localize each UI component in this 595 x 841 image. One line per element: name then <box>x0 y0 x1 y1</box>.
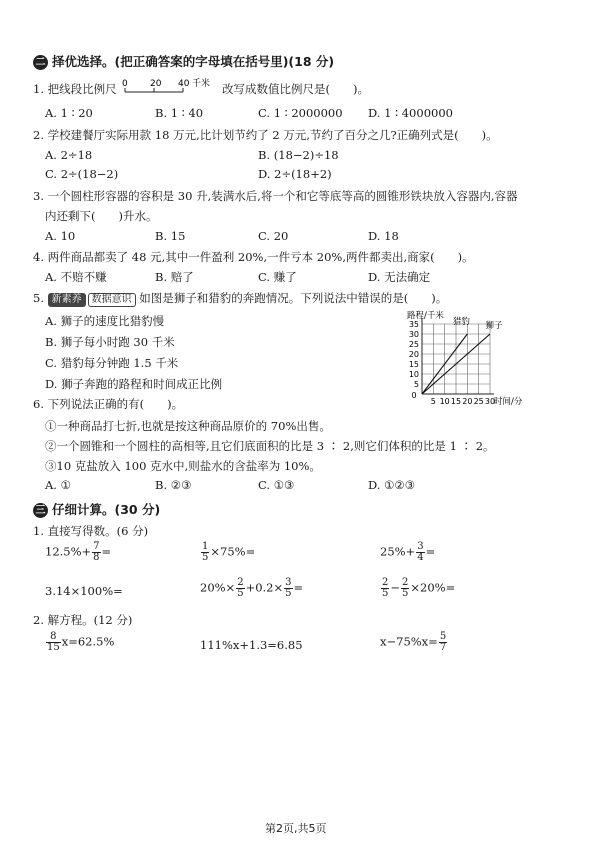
chart-x-tick-label: 5 <box>430 397 436 406</box>
q4-option-c[interactable]: C. 赚了 <box>258 270 297 284</box>
q2-option-b[interactable]: B. (18−2)÷18 <box>258 148 339 162</box>
q6-option-c[interactable]: C. ①③ <box>258 478 295 492</box>
chart-y-axis-label: 路程/千米 <box>407 311 444 321</box>
chart-y-tick-label: 15 <box>408 360 419 369</box>
page-footer: 第2页,共5页 <box>265 822 327 835</box>
fraction: $\frac{7}{8}$ <box>93 541 100 563</box>
q6-option-a[interactable]: A. ① <box>45 478 71 492</box>
calc1-r2c2: 20%× $\frac{2}{5}$ +0.2× $\frac{3}{5}$ = <box>200 577 304 599</box>
q1-option-b[interactable]: B. 1 ∶ 40 <box>155 106 204 120</box>
q1-prefix: 1. 把线段比例尺 <box>33 82 117 96</box>
q3-option-d[interactable]: D. 18 <box>368 229 399 243</box>
q5-option-c[interactable]: C. 猎豹每分钟跑 1.5 千米 <box>45 356 179 370</box>
fraction: $\frac{2}{5}$ <box>237 577 244 599</box>
calc1-r1c2: $\frac{1}{5}$ ×75%= <box>202 541 256 563</box>
calc2-equation-2: 111%x+1.3=6.85 <box>200 638 303 652</box>
calc1-r1c1: 12.5%+ $\frac{7}{8}$ = <box>45 541 112 563</box>
q5-speed-chart <box>395 308 545 418</box>
chart-x-tick-label: 30 <box>484 397 496 406</box>
q3-option-a[interactable]: A. 10 <box>45 229 76 243</box>
q1-suffix: 改写成数值比例尺是( )。 <box>222 82 369 96</box>
q2-option-a[interactable]: A. 2÷18 <box>45 148 93 162</box>
q1-scale-tick-40: 40 <box>178 79 190 89</box>
q1-option-a[interactable]: A. 1 ∶ 20 <box>45 106 93 120</box>
chart-y-tick-label: 35 <box>408 320 419 329</box>
chart-x-tick-label: 0 <box>411 391 417 400</box>
calc1-r2c1: 3.14×100%= <box>45 584 123 598</box>
q5-option-b[interactable]: B. 狮子每小时跑 30 千米 <box>45 335 175 349</box>
chart-x-axis-label: 时间/分 <box>494 397 523 407</box>
q6-option-b[interactable]: B. ②③ <box>155 478 192 492</box>
section-2-header <box>33 52 334 70</box>
q1-scale-tick-20: 20 <box>150 79 162 89</box>
q5-header <box>33 290 447 307</box>
chart-series-label: 狮子 <box>485 321 503 331</box>
fraction: $\frac{5}{7}$ <box>439 631 447 653</box>
chart-x-tick-label: 10 <box>439 397 450 406</box>
q1-scale-unit: 千米 <box>192 79 211 89</box>
section-2-title: 择优选择。(把正确答案的字母填在括号里)(18 分) <box>52 54 335 69</box>
q4-text: 4. 两件商品都卖了 48 元,其中一件盈利 20%,一件亏本 20%,两件都卖出,商家( )。 <box>33 250 474 264</box>
q1-option-c[interactable]: C. 1 ∶ 2000000 <box>258 106 343 120</box>
q2-option-d[interactable]: D. 2÷(18+2) <box>258 167 332 181</box>
q6-statement-2: ②一个圆锥和一个圆柱的高相等,且它们底面积的比是 3 ∶ 2,则它们体积的比是 1 ∶ 2。 <box>45 439 495 453</box>
q5-text: 如图是狮子和猎豹的奔跑情况。下列说法中错误的是( )。 <box>139 291 448 305</box>
chart-x-tick-label: 20 <box>462 397 473 406</box>
chart-y-tick-label: 20 <box>408 350 419 359</box>
calc2-equation-1: $\frac{8}{15}$ x=62.5% <box>47 631 115 653</box>
chart-series-label: 猎豹 <box>452 317 470 327</box>
chart-x-tick-label: 15 <box>450 397 462 406</box>
section-2-badge: 二 <box>33 55 48 70</box>
fraction: $\frac{1}{5}$ <box>202 541 209 563</box>
fraction: $\frac{3}{4}$ <box>417 541 424 563</box>
q6-statement-3: ③10 克盐放入 100 克水中,则盐水的含盐率为 10%。 <box>45 459 321 473</box>
q2-text: 2. 学校建餐厅实际用款 18 万元,比计划节约了 2 万元,节约了百分之几?正确列式是( )。 <box>33 128 498 142</box>
calc1-title: 1. 直接写得数。(6 分) <box>33 524 149 538</box>
q4-option-b[interactable]: B. 赔了 <box>155 270 194 284</box>
q6-option-d[interactable]: D. ①②③ <box>368 478 416 492</box>
q1-option-d[interactable]: D. 1 ∶ 4000000 <box>368 106 453 120</box>
chart-x-tick-label: 25 <box>473 397 484 406</box>
q3-option-c[interactable]: C. 20 <box>258 229 289 243</box>
calc2-title: 2. 解方程。(12 分) <box>33 613 133 627</box>
q3-option-b[interactable]: B. 15 <box>155 229 186 243</box>
q5-number: 5. <box>33 291 44 305</box>
fraction: $\frac{2}{5}$ <box>402 577 409 599</box>
q6-text: 6. 下列说法正确的有( )。 <box>33 397 184 411</box>
section-3-header <box>33 500 160 518</box>
chart-y-tick-label: 5 <box>413 380 419 389</box>
q5-tag-new-literacy: 新素养 <box>48 293 86 307</box>
fraction: $\frac{3}{5}$ <box>285 577 292 599</box>
calc2-equation-3: x−75%x= $\frac{5}{7}$ <box>380 631 447 653</box>
calc1-r2c3: $\frac{2}{5}$ − $\frac{2}{5}$ ×20%= <box>382 577 456 599</box>
q4-option-d[interactable]: D. 无法确定 <box>368 270 431 284</box>
section-3-badge: 三 <box>33 503 48 518</box>
chart-y-tick-label: 25 <box>408 340 419 349</box>
q2-option-c[interactable]: C. 2÷(18−2) <box>45 167 119 181</box>
q5-tag-data-awareness: 数据意识 <box>88 293 136 307</box>
q1-scale-tick-0: 0 <box>122 79 128 89</box>
q6-statement-1: ①一种商品打七折,也就是按这种商品原价的 70%出售。 <box>45 419 331 433</box>
q5-option-a[interactable]: A. 狮子的速度比猎豹慢 <box>45 314 165 328</box>
q3-line-1: 3. 一个圆柱形容器的容积是 30 升,装满水后,将一个和它等底等高的圆锥形铁块放入容器内,容器 <box>33 189 518 203</box>
fraction: $\frac{8}{15}$ <box>47 631 60 653</box>
q3-line-2: 内还剩下( )升水。 <box>45 209 158 223</box>
calc1-r1c3: 25%+ $\frac{3}{4}$ = <box>380 541 436 563</box>
q4-option-a[interactable]: A. 不赔不赚 <box>45 270 107 284</box>
chart-y-tick-label: 10 <box>408 370 419 379</box>
q1-line-scale <box>120 76 220 98</box>
fraction: $\frac{2}{5}$ <box>382 577 389 599</box>
q5-option-d[interactable]: D. 狮子奔跑的路程和时间成正比例 <box>45 377 223 391</box>
chart-y-tick-label: 30 <box>408 330 419 339</box>
section-3-title: 仔细计算。(30 分) <box>52 502 161 517</box>
